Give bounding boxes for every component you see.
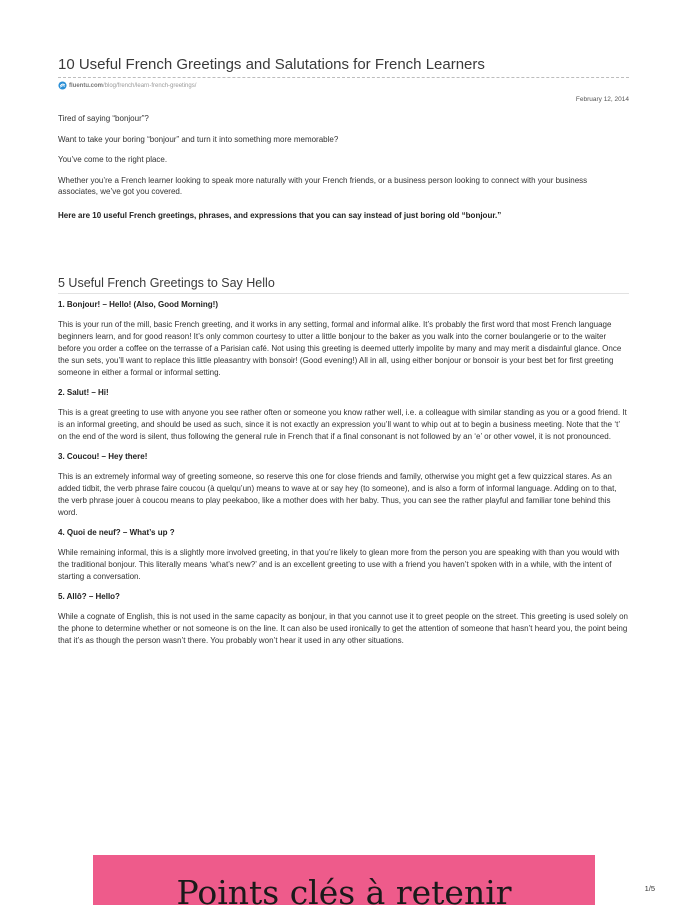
greeting-body: While remaining informal, this is a slightly more involved greeting, in that you’re likely to glean more from the person you are speaking with than you would with the traditional bonjour. This literally means ‘what’s new?’ and is an excellent greeting to use with a friend you haven’t spoken with in a while, with the intent of starting a conversation. — [58, 548, 620, 581]
fluentu-logo-icon — [58, 81, 67, 90]
greeting-heading: 1. Bonjour! – Hello! (Also, Good Morning!) — [58, 300, 218, 309]
key-points-banner — [93, 855, 595, 905]
greeting-heading: 4. Quoi de neuf? – What’s up ? — [58, 528, 175, 537]
greetings-section — [58, 276, 629, 656]
greeting-heading: 2. Salut! – Hi! — [58, 388, 109, 397]
greeting-body: This is a great greeting to use with anyone you see rather often or someone you know rather well, i.e. a colleague with similar standing as you or a good friend. It is an informal greeting, and should be used as such, since it is not exactly an expression you’ll want to whip out at to begin a business meeting. Note that the ‘t’ on the end of the word is silent, thus following the general rule in French that if a final consonant is not followed by an ‘e’ or other vowel, it is not pronounced. — [58, 408, 627, 441]
greeting-body: This is your run of the mill, basic French greeting, and it works in any setting, formal and informal alike. It’s probably the first word that most French language beginners learn, and for good reason! It’s only common courtesy to utter a little bonjour to the baker as you walk into the corner boulangerie or to the waiter before you order a coffee on the terrasse of a Parisian café. Not using this greeting is deemed utterly impolite by many and may merit a disdainful glance. Once the sun sets, you’ll want to replace this little pleasantry with bonsoir! (Good evening!) All in all, using either bonjour or bonsoir is your best bet for first greeting someone in either a formal or informal setting. — [58, 320, 622, 377]
greeting-heading: 5. Allô? – Hello? — [58, 592, 120, 601]
section-divider — [58, 293, 629, 294]
greeting-heading: 3. Coucou! – Hey there! — [58, 452, 148, 461]
greeting-body: While a cognate of English, this is not used in the same capacity as bonjour, in that you cannot use it to greet people on the street. This greeting is used solely on the phone to determine whether or not someone is on the line. It can also be used ironically to get the attention of someone that hasn’t heard you, the point being that it’s as though the person wasn’t there. You probably won’t hear it used in any other situations. — [58, 612, 628, 645]
page-title: 10 Useful French Greetings and Salutations for French Learners — [58, 56, 485, 73]
intro-paragraph: Tired of saying “bonjour”? — [58, 114, 149, 123]
url-domain: fluentu.com — [69, 82, 103, 89]
url-path: /blog/french/learn-french-greetings/ — [103, 82, 197, 89]
banner-text: Points clés à retenir — [176, 873, 512, 905]
intro-bold-paragraph: Here are 10 useful French greetings, phrases, and expressions that you can say instead of just boring old “bonjour.” — [58, 210, 502, 220]
intro-paragraph: Whether you’re a French learner looking to speak more naturally with your French friends, or a business person looking to connect with your business associates, we’ve got you covered. — [58, 175, 588, 196]
greeting-body: This is an extremely informal way of greeting someone, so reserve this one for close friends and family, otherwise you might get a few quizzical stares. As an added tidbit, the verb phrase faire coucou (à quelqu’un) means to wave at or say hey (to someone), and is also a form of informal language. Adding on to that, the verb phrase jouer à coucou means to play peekaboo, like a mother does with her baby. Thus, you can see the rather playful and familiar tone behind this word. — [58, 472, 617, 517]
section-title: 5 Useful French Greetings to Say Hello — [58, 276, 275, 290]
title-divider — [58, 77, 629, 78]
intro-block — [58, 113, 629, 230]
page-number: 1/5 — [644, 884, 655, 893]
intro-paragraph: You’ve come to the right place. — [58, 155, 168, 164]
source-url[interactable] — [58, 81, 196, 90]
publish-date: February 12, 2014 — [575, 96, 629, 103]
intro-paragraph: Want to take your boring “bonjour” and turn it into something more memorable? — [58, 134, 339, 144]
